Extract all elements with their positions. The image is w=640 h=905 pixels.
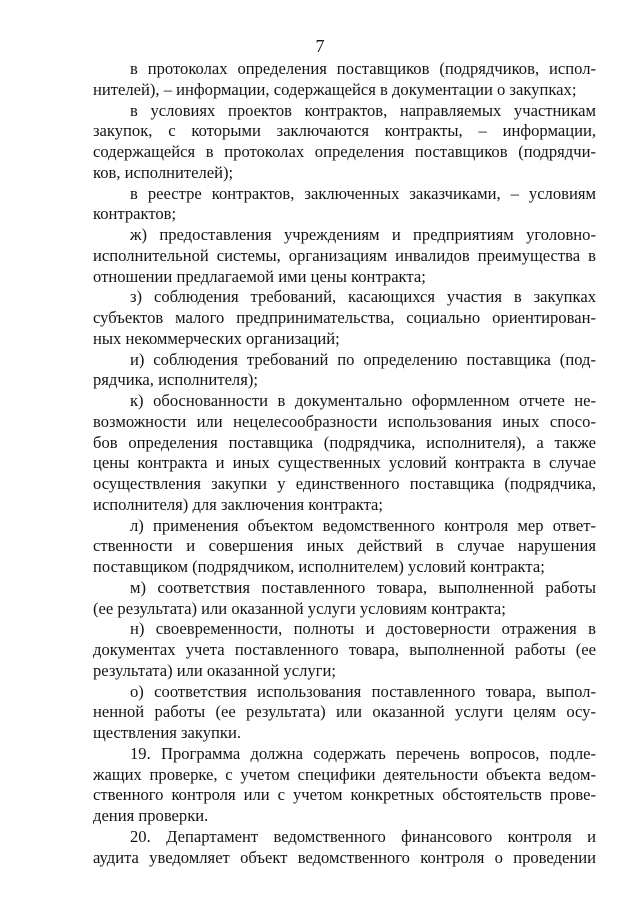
- text-line: жащих проверке, с учетом специфики деятельности объекта ведом-: [93, 764, 596, 784]
- text-line: осуществления закупки у единственного поставщика (подрядчика,: [93, 474, 596, 493]
- text-line: в условиях проектов контрактов, направляемых участникам: [130, 100, 596, 120]
- text-line: к) обоснованности в документально оформленном отчете не-: [130, 391, 596, 410]
- text-line: контрактов;: [93, 204, 177, 224]
- text-line: з) соблюдения требований, касающихся участия в закупках: [130, 287, 596, 307]
- text-line: аудита уведомляет объект ведомственного контроля о проведении: [93, 847, 596, 867]
- text-line: в реестре контрактов, заключенных заказчиками, – условиям: [130, 183, 596, 203]
- text-line: содержащейся в протоколах определения поставщиков (подрядчи-: [93, 142, 596, 161]
- text-line: 20. Департамент ведомственного финансового контроля и: [130, 826, 596, 846]
- text-line: возможности или нецелесообразности использования иных спосо-: [93, 411, 596, 431]
- page-number: 7: [315, 36, 325, 56]
- text-line: н) своевременности, полноты и достоверности отражения в: [130, 619, 596, 639]
- text-line: нителей), – информации, содержащейся в документации о закупках;: [93, 79, 577, 99]
- text-line: ственного контроля или с учетом конкретных обстоятельств прове-: [93, 785, 596, 805]
- text-line: и) соблюдения требований по определению поставщика (под-: [130, 349, 596, 369]
- text-line: бов определения поставщика (подрядчика, исполнителя), а также: [93, 432, 596, 452]
- text-line: ных некоммерческих организаций;: [93, 328, 340, 348]
- text-line: ственности и совершения иных действий в случае нарушения: [93, 536, 596, 556]
- text-line: результата) или оказанной услуги;: [93, 660, 336, 680]
- text-line: ж) предоставления учреждениям и предприятиям уголовно-: [130, 225, 596, 244]
- text-line: отношении предлагаемой ими цены контракта;: [93, 266, 426, 286]
- text-line: рядчика, исполнителя);: [93, 370, 258, 390]
- text-line: ществления закупки.: [93, 723, 241, 742]
- text-line: закупок, с которыми заключаются контракты, – информации,: [93, 121, 596, 141]
- text-line: ков, исполнителей);: [93, 162, 234, 182]
- text-line: цены контракта и иных существенных условий контракта в случае: [93, 453, 596, 473]
- text-line: о) соответствия использования поставленного товара, выпол-: [130, 681, 596, 701]
- text-line: исполнительной системы, организациям инвалидов преимущества в: [93, 245, 596, 265]
- text-line: ненной работы (ее результата) или оказанной услуги целям осу-: [93, 702, 596, 722]
- text-line: документах учета поставленного товара, выполненной работы (ее: [93, 640, 596, 659]
- text-line: субъектов малого предпринимательства, социально ориентирован-: [93, 308, 596, 327]
- text-line: м) соответствия поставленного товара, выполненной работы: [130, 577, 596, 597]
- text-line: в протоколах определения поставщиков (подрядчиков, испол-: [130, 59, 596, 78]
- text-line: поставщиком (подрядчиком, исполнителем) условий контракта;: [93, 557, 545, 576]
- text-line: дения проверки.: [93, 806, 209, 825]
- text-line: исполнителя) для заключения контракта;: [93, 494, 384, 514]
- body-text: [93, 59, 596, 868]
- text-line: л) применения объектом ведомственного контроля мер ответ-: [130, 515, 596, 535]
- text-line: (ее результата) или оказанной услуги условиям контракта;: [93, 598, 506, 618]
- text-line: 19. Программа должна содержать перечень вопросов, подле-: [130, 743, 596, 763]
